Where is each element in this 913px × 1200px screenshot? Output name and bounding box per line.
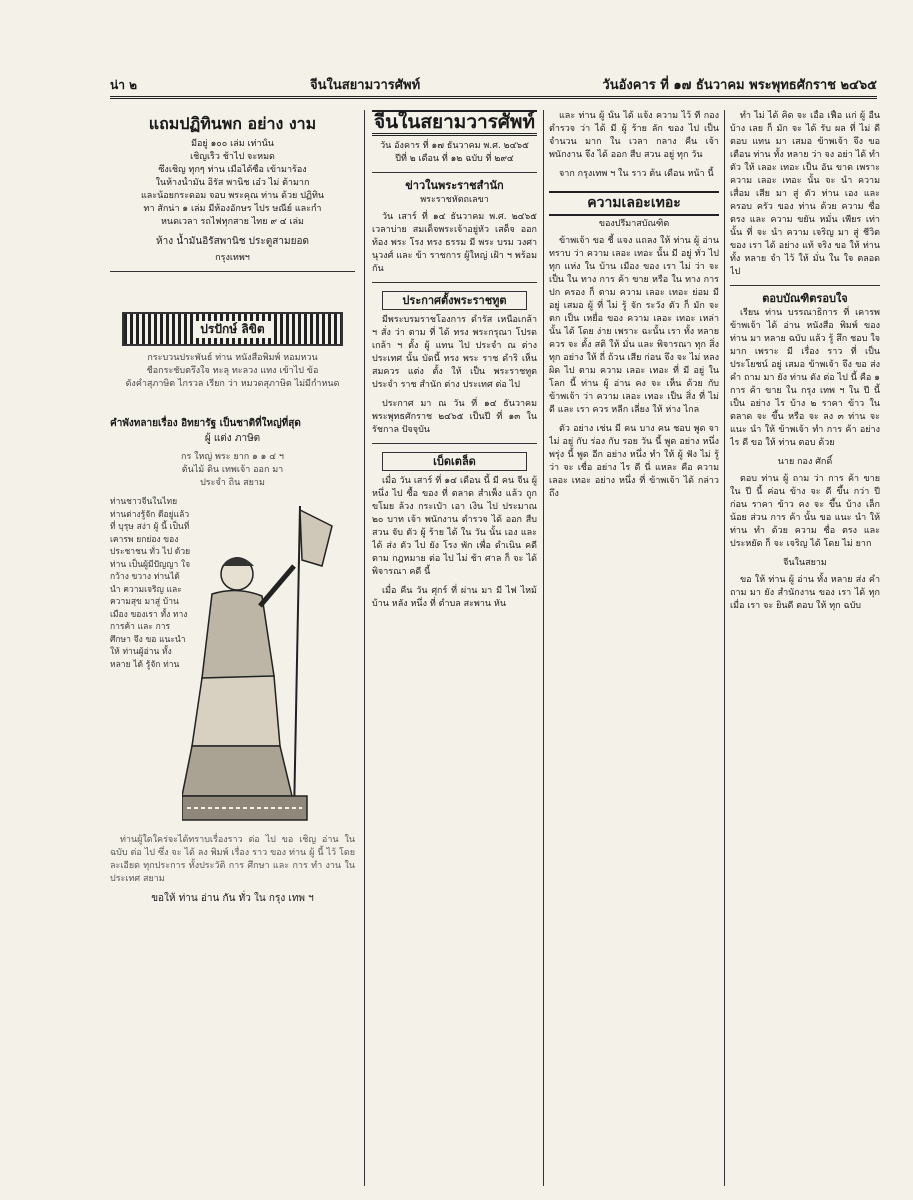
column-3 bbox=[549, 110, 719, 1188]
dateline: วัน อังคาร ที่ ๑๗ ธันวาคม พ.ศ. ๒๔๖๕ bbox=[380, 141, 529, 151]
illustration-block bbox=[110, 496, 355, 826]
feature-subline: ผู้ แต่ง ภาษิต bbox=[204, 433, 261, 444]
divider bbox=[110, 271, 355, 272]
miscellany-close: เมื่อ คืน วัน ศุกร์ ที่ ผ่าน มา มี ไฟ ไหม้ บ้าน หลัง หนึ่ง ที่ ตำบล สะพาน หัน bbox=[372, 586, 537, 609]
divider bbox=[372, 172, 537, 173]
column-rule bbox=[724, 110, 725, 1186]
column-4 bbox=[730, 110, 880, 1188]
section-title-announcement: ประกาศตั้งพระราชทูต bbox=[382, 291, 527, 310]
ad-footer: ห้าง น้ำมันอิรัสพานิช ประตูสามยอด bbox=[156, 236, 309, 247]
answer-body: ตอบ ท่าน ผู้ ถาม ว่า การ ค้า ขาย ใน ปี นี้ ค่อน ข้าง จะ ดี ขึ้น กว่า ปี ก่อน ราคา ข้าว คง จะ ขึ้น บ้าง เล็ก น้อย ส่วน การ ค้า นั้น ขอ แนะ นำ ให้ ท่าน ทำ ด้วย ความ ซื่อ ตรง และ ประหยัด ก็ จะ เจริญ ได้ โดย ไม่ ยาก bbox=[730, 474, 880, 549]
section-title-court-news: ข่าวในพระราชสำนัก bbox=[405, 179, 504, 192]
banner-line: ดังคำสุภาษิต ไกรวล เรียก ว่า หมวดสุภาษิต ไม่มีกำหนด bbox=[125, 379, 340, 389]
article-body: ตัว อย่าง เช่น มี คน บาง คน ชอบ พูด จา ไม่ อยู่ กับ ร่อง กับ รอย วัน นี้ พูด อย่าง หนึ่ง พรุ่ง นี้ พูด อีก อย่าง หนึ่ง ทำ ให้ ผู้ ฟัง ไม่ รู้ ว่า จะ เชื่อ อย่าง ไร ดี นี่ แหละ คือ ความ เลอะ เทอะ อย่าง หนึ่ง ที่ ข้าพเจ้า ได้ กล่าว ถึง bbox=[549, 424, 719, 499]
column-2 bbox=[372, 110, 537, 1188]
continued-close: จาก กรุงเทพ ฯ ใน ราว ต้น เดือน หน้า นี้ bbox=[559, 169, 714, 179]
letter-body: เรียน ท่าน บรรณาธิการ ที่ เคารพ ข้าพเจ้า ได้ อ่าน หนังสือ พิมพ์ ของ ท่าน มา หลาย ฉบับ แล้ว รู้ สึก ชอบ ใจ มาก เพราะ มี เรื่อง ราว ที่ เป็น ประโยชน์ อยู่ เสมอ ข้าพเจ้า จึง ขอ ส่ง คำ ถาม มา ยัง ท่าน ดัง ต่อ ไป นี้ คือ ๑ การ ค้า ขาย ใน กรุง เทพ ฯ ใน ปี นี้ เป็น อย่าง ไร บ้าง ๒ ราคา ข้าว ใน ตลาด จะ ขึ้น หรือ จะ ลง ๓ ท่าน จะ แนะ นำ ให้ ข้าพเจ้า ทำ การ ค้า อย่าง ไร ดี ขอ ให้ ท่าน ตอบ ด้วย bbox=[730, 308, 880, 448]
column-rule bbox=[543, 110, 544, 1186]
article-byline: ของปรีมาสบัณฑิต bbox=[598, 219, 670, 229]
feature-closing: ขอให้ ท่าน อ่าน กัน ทั่ว ใน กรุง เทพ ฯ bbox=[151, 893, 314, 904]
miscellany-body: เมื่อ วัน เสาร์ ที่ ๑๔ เดือน นี้ มี คน จีน ผู้ หนึ่ง ไป ซื้อ ของ ที่ ตลาด สำเพ็ง แล้ว ถูก ขโมย ล้วง กระเป๋า เอา เงิน ไป ประมาณ ๒๐ บาท เจ้า พนักงาน ตำรวจ ได้ ออก สืบ สวน จับ ตัว ผู้ ร้าย ได้ ใน วัน นั้น เอง และ ได้ ส่ง ตัว ไป ยัง โรง พัก เพื่อ ดำเนิน คดี ตาม กฎหมาย ต่อ ไป ไม่ ช้า ศาล ก็ จะ ได้ พิจารณา คดี นี้ bbox=[372, 476, 537, 577]
section-title-letters: ตอบบัณฑิตรอบใจ bbox=[762, 292, 848, 305]
ad-line: หนดเวลา รถไฟทุกสาย ไทย ๙ ๔ เล่ม bbox=[161, 217, 304, 227]
continued-text: ทำ ไม่ ได้ คิด จะ เอื้อ เฟื้อ แก่ ผู้ อื่น บ้าง เลย ก็ มัก จะ ได้ รับ ผล ที่ ไม่ ดี ตอบ แทน มา เสมอ ข้าพเจ้า จึง ขอ เตือน ท่าน ทั้ง หลาย ว่า จง อย่า ได้ ทำ ตัว ให้ เลอะ เทอะ เป็น อัน ขาด เพราะ ความ เลอะ เทอะ นั้น จะ นำ ความ เสื่อม เสีย มา สู่ ตัว ท่าน เอง และ ครอบ ครัว ของ ท่าน ด้วย ความ ซื่อ ตรง และ ความ ขยัน หมั่น เพียร เท่า นั้น ที่ จะ นำ ความ เจริญ มา สู่ ชีวิต ของ เรา ได้ อย่าง แท้ จริง ขอ ให้ ท่าน ทั้ง หลาย จำ ไว้ ให้ มั่น ใน ใจ ตลอด ไป bbox=[730, 111, 880, 277]
section-title-miscellany: เบ็ดเตล็ด bbox=[382, 452, 527, 471]
paper-name: จีนในสยามวารศัพท์ bbox=[310, 78, 421, 93]
ad-title: แถมปฏิทินพก อย่าง งาม bbox=[148, 114, 317, 133]
column-1 bbox=[110, 110, 355, 1188]
banner-label: ปรปักษ์ ลิขิต bbox=[194, 321, 270, 338]
section-byline: พระราชหัตถเลขา bbox=[420, 195, 489, 205]
illustration-caption: ต้นไม้ ดิน เทพเจ้า ออก มา bbox=[181, 465, 284, 475]
ad-line: มีอยู่ ๑๐๐ เล่ม เท่านั้น bbox=[191, 139, 274, 149]
letter-signature: นาย กอง ศักดิ์ bbox=[777, 457, 833, 467]
closing-note: ขอ ให้ ท่าน ผู้ อ่าน ทั้ง หลาย ส่ง คำ ถาม มา ยัง สำนักงาน ของ เรา ได้ ทุก เมื่อ เรา จะ ยินดี ตอบ ให้ ทุก ฉบับ bbox=[730, 575, 880, 611]
section-banner bbox=[122, 312, 343, 346]
article-body: ข้าพเจ้า ขอ ชี้ แจง แถลง ให้ ท่าน ผู้ อ่าน ทราบ ว่า ความ เลอะ เทอะ นั้น มี อยู่ ทั่ว ไป ทุก แห่ง ใน บ้าน เมือง ของ เรา ไม่ ว่า จะ เป็น ใน ทาง การ ค้า ขาย หรือ ใน ทาง การ ปก ครอง ก็ ตาม ความ เลอะ เทอะ ย่อม มี อยู่ เสมอ ผู้ ที่ ไม่ รู้ จัก ระวัง ตัว ก็ มัก จะ ตก เป็น เหยื่อ ของ ความ เลอะ เทอะ เหล่า นั้น ได้ โดย ง่าย เพราะ ฉะนั้น เรา ทั้ง หลาย ควร จะ ตั้ง สติ ให้ มั่น และ พิจารณา ทุก สิ่ง ทุก อย่าง ให้ ถี่ ถ้วน เสีย ก่อน จึง จะ ไม่ หลง ผิด ไป ตาม ความ เลอะ เทอะ ที่ มี อยู่ ใน โลก นี้ ท่าน ผู้ อ่าน คง จะ เห็น ด้วย กับ ข้าพเจ้า ว่า ความ เลอะ เทอะ เป็น สิ่ง ที่ ไม่ ดี และ เรา ควร หลีก เลี่ยง ให้ ห่าง ไกล bbox=[549, 236, 719, 415]
banner-line: ชื่อกระชับตรึงใจ ทะลุ ทะลวง แทง เข้าไป ข้อ bbox=[146, 366, 319, 376]
ad-city: กรุงเทพฯ bbox=[215, 253, 250, 263]
issue-date: วันอังคาร ที่ ๑๗ ธันวาคม พระพุทธศักราช ๒๔๖๕ bbox=[602, 78, 877, 93]
illustration-caption: ประจำ ถิ่น สยาม bbox=[200, 478, 265, 488]
ad-line: ทา สักน่า ๑ เล่ม มีห้องอักษร ไปร ษณีย์ และกำ bbox=[143, 204, 322, 214]
answer-signature: จีนในสยาม bbox=[783, 558, 827, 568]
illustration-caption: กร ใหญ่ พระ ยาก ๑ ๑ ๔ ฯ bbox=[181, 452, 284, 462]
banner-line: กระบวนประพันธ์ ท่าน หนังสือพิมพ์ หอมหวน bbox=[147, 353, 318, 363]
divider bbox=[730, 285, 880, 286]
portrait-illustration bbox=[182, 496, 352, 826]
dateline: ปีที่ ๒ เดือน ที่ ๑๒ ฉบับ ที่ ๒๙๔ bbox=[395, 154, 514, 164]
ad-line: ในห้างน้ำมัน อิรัส พานิช เอ๋ว ไม่ ต้ามาก bbox=[155, 178, 310, 188]
announcement-body: มีพระบรมราชโองการ ดำรัส เหนือเกล้า ฯ สั่ง ว่า ตาม ที่ ได้ ทรง พระกรุณา โปรดเกล้า ฯ ตั้ง ผู้ แทน ไป ประจำ ณ ต่าง ประเทศ นั้น บัดนี้ ทรง พระ ราช ดำริ เห็น สมควร แต่ง ตั้ง ให้ เป็น พระราชทูต ประจำ ราช สำนัก ต่าง ประเทศ ต่อ ไป bbox=[372, 315, 537, 390]
announcement-close: ประกาศ มา ณ วัน ที่ ๑๔ ธันวาคม พระพุทธศักราช ๒๔๖๕ เป็นปี ที่ ๑๓ ใน รัชกาล ปัจจุบัน bbox=[372, 399, 537, 435]
ad-line: เชิญเร็ว ช้าไป จะหมด bbox=[190, 152, 275, 162]
court-news-body: วัน เสาร์ ที่ ๑๔ ธันวาคม พ.ศ. ๒๔๖๕ เวลาบ่าย สมเด็จพระเจ้าอยู่หัว เสด็จ ออก ท้อง พระ โรง ทรง ธรรม มี พระ บรม วงศานุวงศ์ และ ข้า ราชการ ผู้ใหญ่ เฝ้า ฯ พร้อม กัน bbox=[372, 212, 537, 274]
illustration-side-text: ท่านชาวจีนในไทยท่านต่างรู้จัก ดีอยู่แล้ว ที่ บุรุษ สง่า ผู้ นี้ เป็นที่ เคารพ ยกย่อง ของประชาชน ทั่ว ไป ด้วยท่าน เป็นผู้มีปัญญา ใจกว้าง ขวาง ท่านได้ นำ ความเจริญ และ ความสุข มาสู่ บ้านเมือง ของเรา ทั้ง ทาง การค้า และ การ ศึกษา จึง ขอ แนะนำ ให้ ท่านผู้อ่าน ทั้งหลาย ได้ รู้จัก ท่าน bbox=[110, 497, 191, 670]
masthead: จีนในสยามวารศัพท์ bbox=[372, 110, 537, 136]
feature-headline: คำพังทลายเรื่อง อิทยารัฐ เป็นชาติที่ใหญ่ที่สุด bbox=[110, 418, 301, 429]
column-rule bbox=[364, 110, 365, 1186]
feature-body: ท่านผู้ใดใคร่จะได้ทราบเรื่องราว ต่อ ไป ขอ เชิญ อ่าน ใน ฉบับ ต่อ ไป ซึ่ง จะ ได้ ลง พิมพ์ เรื่อง ราว ของ ท่าน ผู้ นี้ ไว้ โดย ละเอียด ทุกประการ ทั้งประวัติ การ ศึกษา และ การ ทำ งาน ใน ประเทศ สยาม bbox=[110, 835, 355, 884]
section-title-nonsense: ความเลอะเทอะ bbox=[549, 191, 719, 216]
divider bbox=[372, 282, 537, 283]
continued-text: และ ท่าน ผู้ นั้น ได้ แจ้ง ความ ไว้ ที่ กอง ตำรวจ ว่า ได้ มี ผู้ ร้าย ลัก ของ ไป เป็น จำนวน มาก ใน เวลา กลาง คืน เจ้า พนักงาน จึง ได้ ออก สืบ สวน อยู่ ทุก วัน bbox=[549, 111, 719, 160]
page-number: น่า ๒ bbox=[110, 78, 138, 92]
divider bbox=[372, 443, 537, 444]
running-head bbox=[110, 74, 877, 99]
ad-line: และน้อยกระดอม จอบ พระคุณ ท่าน ด้วย ปฏิทิน bbox=[140, 191, 325, 201]
ad-line: ซึ่งเชิญ ทุกๆ ท่าน เมื่อได้ซื้อ เข้ามาร้อง bbox=[158, 165, 307, 175]
